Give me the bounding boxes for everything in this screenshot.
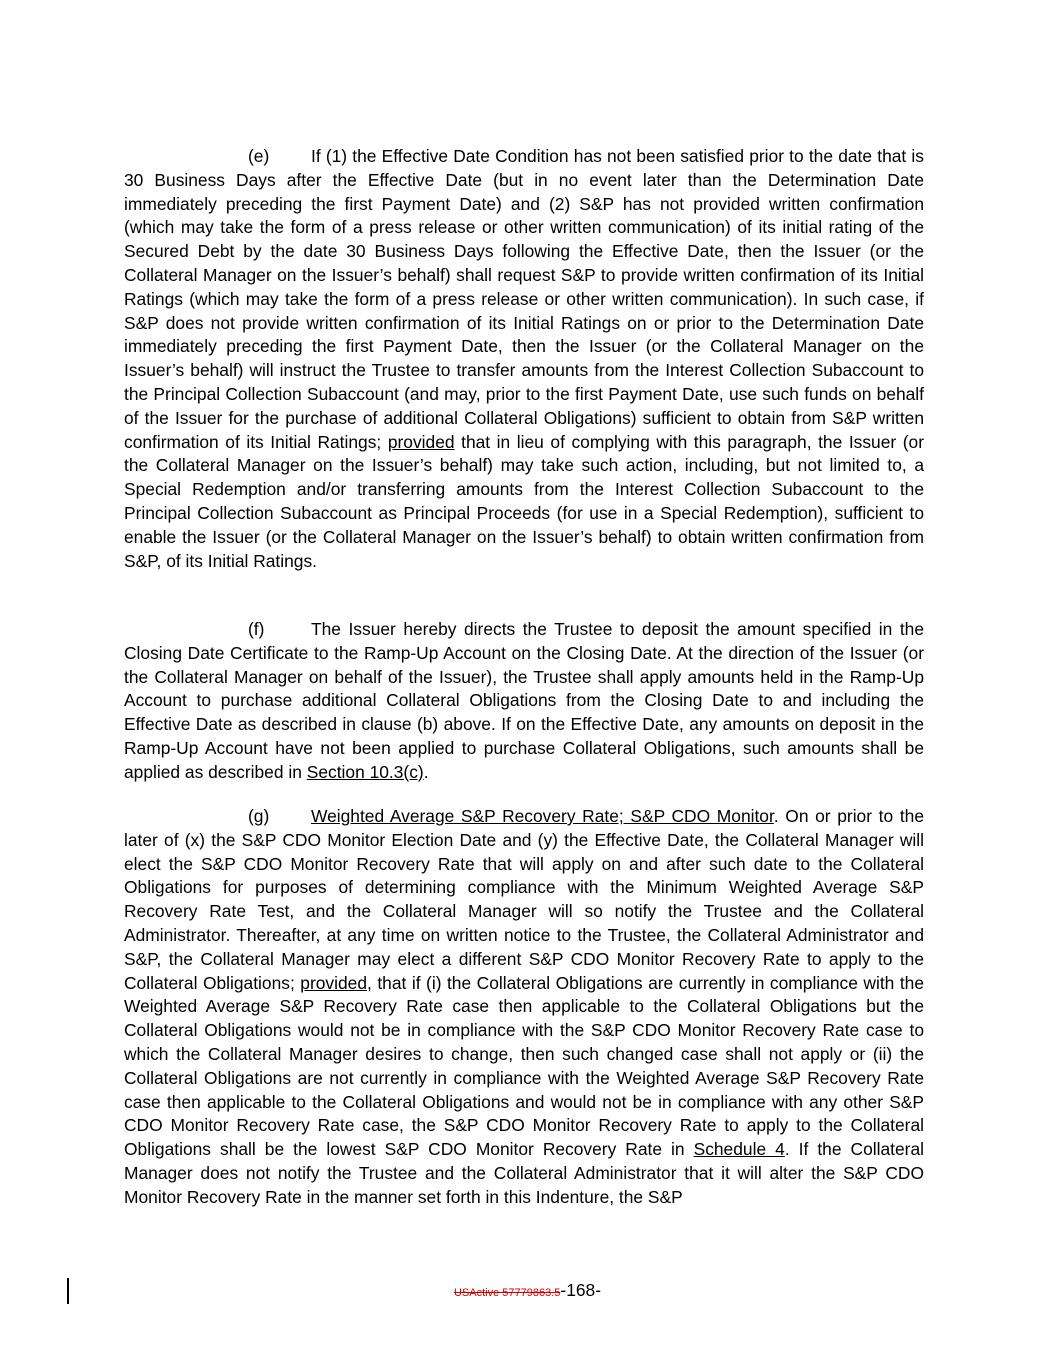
paragraph-g-text-2: , that if (i) the Collateral Obligations are currently in compliance with the Weighted Average S&P Recovery Rate case then applicable to the Collateral Obligations but the Collateral Obligations would not be in compliance with the S&P CDO Monitor Recovery Rate case to which the Collateral Manager desires to change, then such changed case shall not apply or (ii) the Collateral Obligations are not currently in compliance with the Weighted Average S&P Recovery Rate case then applicable to the Collateral Obligations and would not be in compliance with any other S&P CDO Monitor Recovery Rate case, the S&P CDO Monitor Recovery Rate to apply to the Collateral Obligations shall be the lowest S&P CDO Monitor Recovery Rate in	[124, 972, 924, 1160]
page-footer	[0, 1280, 1055, 1301]
document-id: USActive 57779863.5	[453, 1287, 561, 1299]
paragraph-f-label: (f)	[248, 619, 265, 639]
paragraph-g-provided: provided	[300, 972, 368, 993]
page-number: -168-	[560, 1280, 602, 1300]
paragraph-g-label: (g)	[248, 806, 270, 826]
paragraph-g-text-3: . If the Collateral Manager does not notify the Trustee and the Collateral Administrator that it will alter the S&P CDO Monitor Recovery Rate in the manner set forth in this Indenture, the S&P	[124, 1139, 924, 1207]
paragraph-e-label: (e)	[248, 146, 270, 166]
paragraph-e-provided: provided	[387, 431, 455, 452]
schedule-4-reference: Schedule 4	[693, 1139, 785, 1160]
paragraph-f	[124, 618, 924, 785]
paragraph-e-text-2: that in lieu of complying with this paragraph, the Issuer (or the Collateral Manager on the Issuer’s behalf) may take such action, including, but not limited to, a Special Redemption and/or transferring amounts from the Interest Collection Subaccount to the Principal Collection Subaccount as Principal Proceeds (for use in a Special Redemption), sufficient to enable the Issuer (or the Collateral Manager on the Issuer’s behalf) to obtain written confirmation from S&P, of its Initial Ratings.	[124, 431, 925, 571]
paragraph-f-text-2: .	[423, 761, 429, 782]
paragraph-e	[124, 145, 924, 573]
paragraph-f-text-1: The Issuer hereby directs the Trustee to deposit the amount specified in the Closing Date Certificate to the Ramp-Up Account on the Closing Date. At the direction of the Issuer (or the Collateral Manager on behalf of the Issuer), the Trustee shall apply amounts held in the Ramp-Up Account to purchase additional Collateral Obligations from the Closing Date to and including the Effective Date as described in clause (b) above. If on the Effective Date, any amounts on deposit in the Ramp-Up Account have not been applied to purchase Collateral Obligations, such amounts shall be applied as described in	[124, 619, 924, 782]
paragraph-g-text-1: . On or prior to the later of (x) the S&P CDO Monitor Election Date and (y) the Effective Date, the Collateral Manager will elect the S&P CDO Monitor Recovery Rate that will apply on and after such date to the Collateral Obligations for purposes of determining compliance with the Minimum Weighted Average S&P Recovery Rate Test, and the Collateral Manager will so notify the Trustee and the Collateral Administrator. Thereafter, at any time on written notice to the Trustee, the Collateral Administrator and S&P, the Collateral Manager may elect a different S&P CDO Monitor Recovery Rate to apply to the Collateral Obligations;	[124, 806, 924, 993]
paragraph-g-heading: Weighted Average S&P Recovery Rate; S&P CDO Monitor	[311, 806, 774, 826]
paragraph-e-text-1: If (1) the Effective Date Condition has not been satisfied prior to the date that is 30 Business Days after the Effective Date (but in no event later than the Determination Date immediately preceding the first Payment Date) and (2) S&P has not provided written confirmation (which may take the form of a press release or other written communication) of its initial rating of the Secured Debt by the date 30 Business Days following the Effective Date, then the Issuer (or the Collateral Manager on the Issuer’s behalf) shall request S&P to provide written confirmation of its Initial Ratings (which may take the form of a press release or other written communication). In such case, if S&P does not provide written confirmation of its Initial Ratings on or prior to the Determination Date immediately preceding the first Payment Date, then the Issuer (or the Collateral Manager on the Issuer’s behalf) will instruct the Trustee to transfer amounts from the Interest Collection Subaccount to the Principal Collection Subaccount (and may, prior to the first Payment Date, use such funds on behalf of the Issuer for the purchase of additional Collateral Obligations) sufficient to obtain from S&P written confirmation of its Initial Ratings;	[124, 146, 924, 452]
paragraph-g	[124, 805, 924, 1210]
section-10-3-c-reference: Section 10.3(c)	[306, 761, 424, 782]
